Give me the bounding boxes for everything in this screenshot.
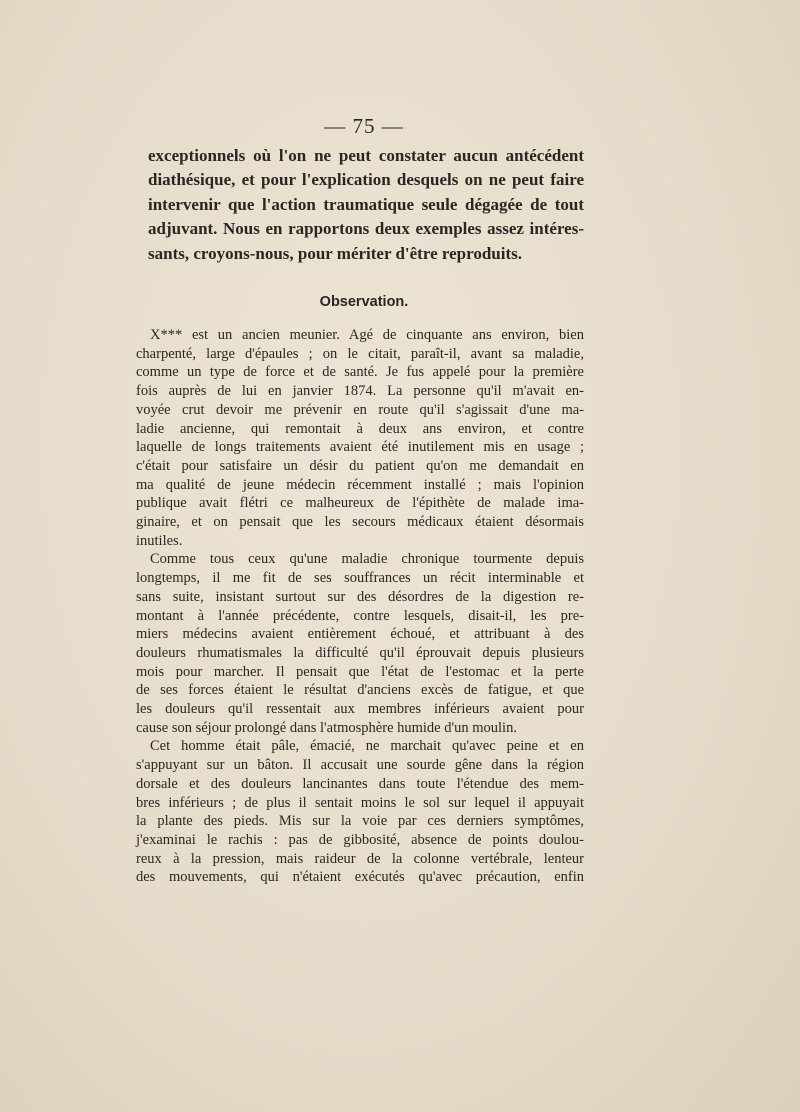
- text-line: les douleurs qu'il ressentait aux membres inférieurs avaient pour: [136, 701, 584, 718]
- text-line: intervenir que l'action traumatique seule dégagée de tout: [148, 194, 584, 214]
- text-line: ladie ancienne, qui remontait à deux ans environ, et contre: [136, 420, 584, 437]
- text-line: X*** est un ancien meunier. Agé de cinquante ans environ, bien: [150, 327, 584, 343]
- page-number: — 75 —: [324, 114, 404, 138]
- text-line: des mouvements, qui n'étaient exécutés qu'avec précaution, enfin: [136, 869, 584, 886]
- text-line: diathésique, et pour l'explication desquels on ne peut faire: [148, 170, 584, 190]
- text-line: longtemps, il me fit de ses souffrances un récit interminable et: [136, 570, 584, 587]
- text-line: voyée crut devoir me prévenir en route qu'il s'agissait d'une ma-: [136, 401, 584, 418]
- text-line: laquelle de longs traitements avaient été inutilement mis en usage ;: [136, 439, 584, 456]
- text-line: dorsale et des douleurs lancinantes dans toute l'étendue des mem-: [136, 775, 584, 792]
- section-heading: Observation.: [319, 294, 409, 310]
- text-line: montant à l'année précédente, contre lesquels, disait-il, les pre-: [136, 607, 584, 624]
- text-line: ginaire, et on pensait que les secours médicaux étaient désormais: [136, 514, 584, 531]
- observation-text: [136, 326, 584, 887]
- text-line: charpenté, large d'épaules ; on le citait, paraît-il, avant sa maladie,: [136, 345, 584, 362]
- text-line: bres inférieurs ; de plus il sentait moins le sol sur lequel il appuyait: [136, 794, 584, 811]
- text-line: fois auprès de lui en janvier 1874. La personne qu'il m'avait en-: [136, 383, 584, 400]
- text-line: douleurs rhumatismales la difficulté qu'il éprouvait depuis plusieurs: [136, 644, 584, 661]
- text-line: reux à la pression, mais raideur de la colonne vertébrale, lenteur: [136, 850, 584, 867]
- text-line: la plante des pieds. Mis sur la voie par ces derniers symptômes,: [136, 813, 584, 830]
- text-line: inutiles.: [136, 532, 183, 549]
- text-line: cause son séjour prolongé dans l'atmosphère humide d'un moulin.: [136, 719, 517, 736]
- text-line: miers médecins avaient entièrement échoué, et attribuant à des: [136, 626, 584, 643]
- text-line: mois pour marcher. Il pensait que l'état de l'estomac et la perte: [136, 663, 584, 680]
- text-line: s'appuyant sur un bâton. Il accusait une sourde gêne dans la région: [136, 757, 584, 774]
- text-line: Cet homme était pâle, émacié, ne marchait qu'avec peine et en: [150, 738, 584, 755]
- text-line: publique avait flétri ce malheureux de l'épithète de malade ima-: [136, 495, 584, 512]
- text-line: ma qualité de jeune médecin récemment installé ; mais l'opinion: [136, 476, 584, 493]
- text-line: comme un type de force et de santé. Je fus appelé pour la première: [136, 364, 584, 381]
- text-line: adjuvant. Nous en rapportons deux exemples assez intéres-: [148, 219, 584, 239]
- text-line: c'était pour satisfaire un désir du patient qu'on me demandait en: [136, 457, 584, 474]
- text-line: sants, croyons-nous, pour mériter d'être reproduits.: [148, 243, 523, 263]
- text-line: j'examinai le rachis : pas de gibbosité, absence de points doulou-: [136, 831, 584, 848]
- text-line: exceptionnels où l'on ne peut constater aucun antécédent: [148, 146, 584, 165]
- text-line: sans suite, insistant surtout sur des désordres de la digestion re-: [136, 588, 584, 605]
- intro-paragraph: [148, 144, 584, 266]
- text-line: Comme tous ceux qu'une maladie chronique tourmente depuis: [150, 551, 584, 568]
- text-line: de ses forces étaient le résultat d'anciens excès de fatigue, et que: [136, 682, 584, 699]
